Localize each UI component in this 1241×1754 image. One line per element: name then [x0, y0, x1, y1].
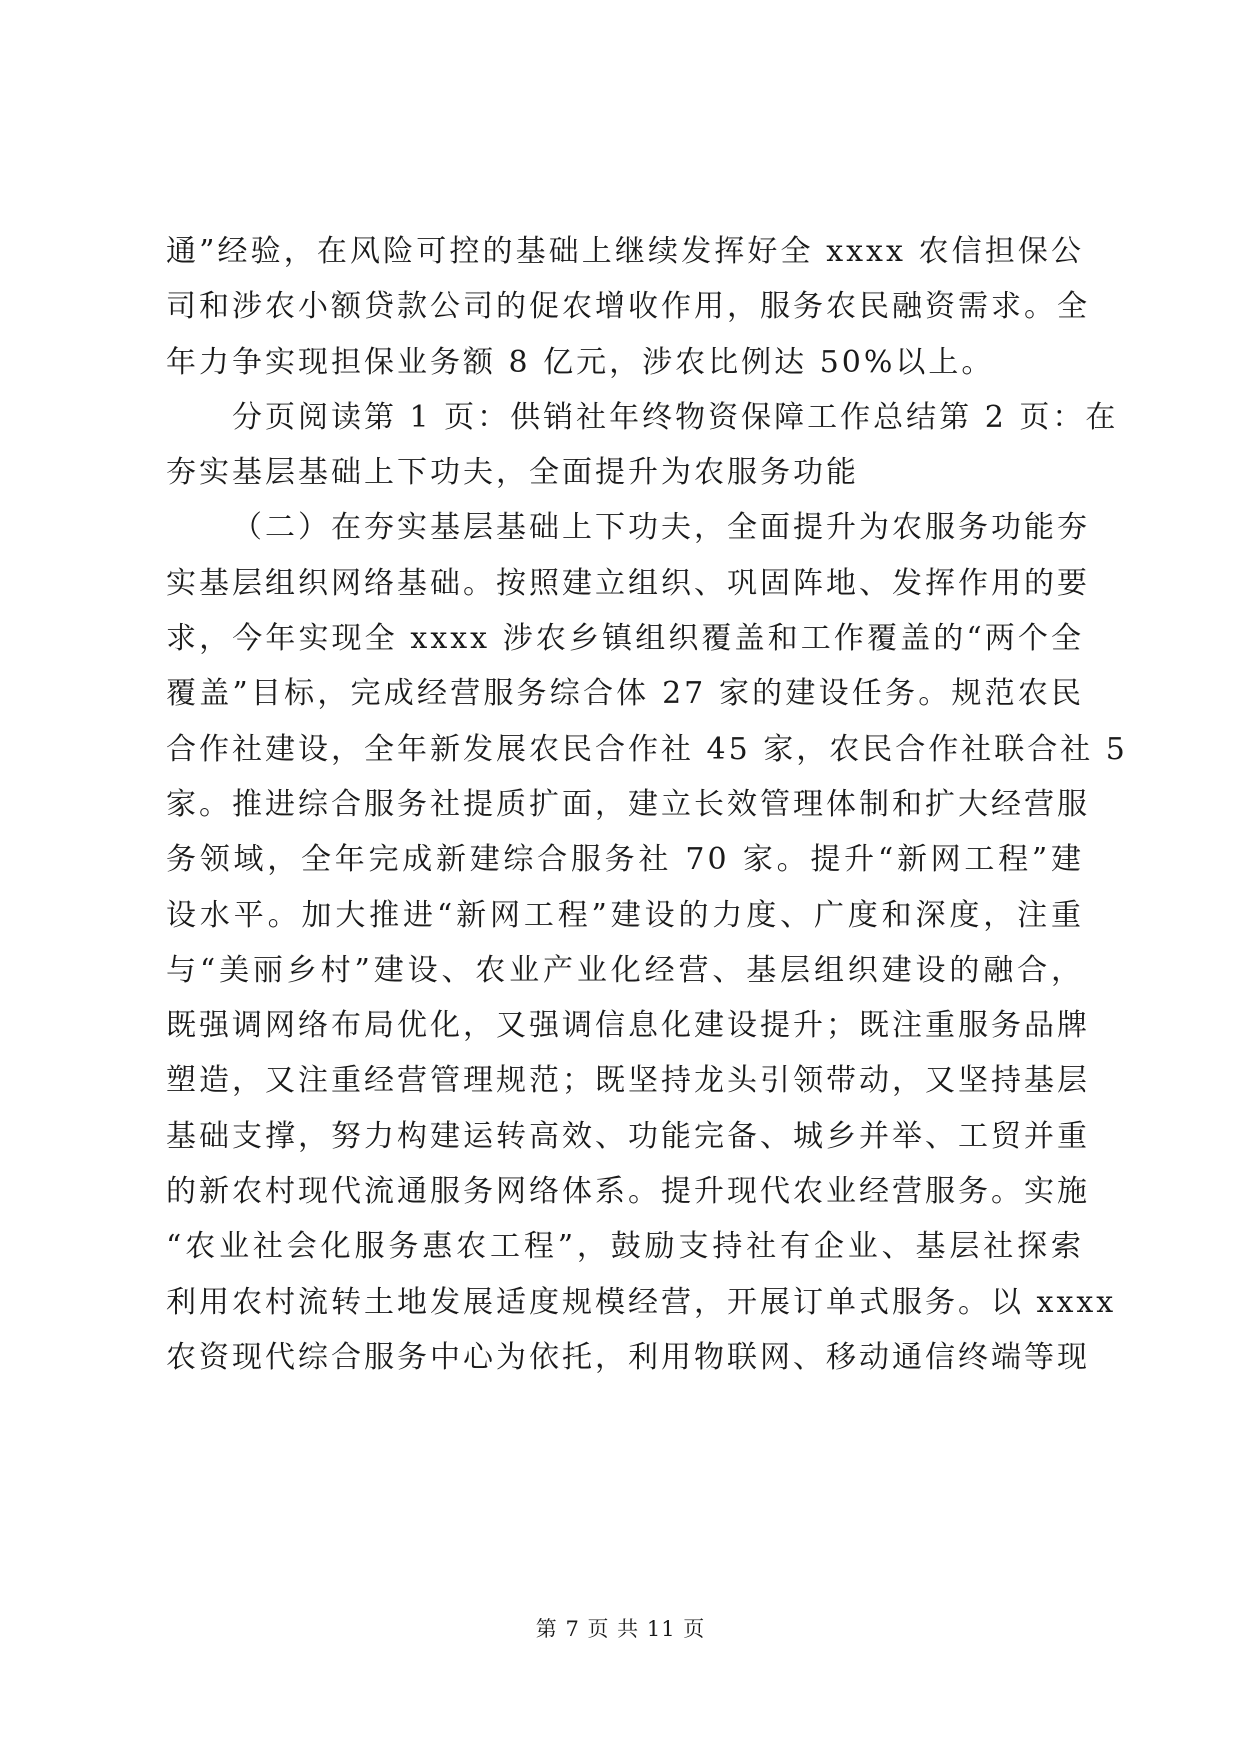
text-line: 覆盖”目标，完成经营服务综合体 27 家的建设任务。规范农民	[166, 676, 1084, 712]
text-line: 设水平。加大推进“新网工程”建设的力度、广度和深度，注重	[166, 897, 1084, 933]
page-number-label: 第 7 页 共 11 页	[535, 1617, 706, 1641]
text-line: 求，今年实现全 xxxx 涉农乡镇组织覆盖和工作覆盖的“两个全	[166, 621, 1084, 657]
text-line: “农业社会化服务惠农工程”，鼓励支持社有企业、基层社探索	[166, 1229, 1084, 1265]
text-line: 基础支撑，努力构建运转高效、功能完备、城乡并举、工贸并重	[166, 1118, 1090, 1154]
text-line: 年力争实现担保业务额 8 亿元，涉农比例达 50%以上。	[166, 344, 995, 380]
text-line: 既强调网络布局优化，又强调信息化建设提升；既注重服务品牌	[166, 1008, 1090, 1044]
text-line: 与“美丽乡村”建设、农业产业化经营、基层组织建设的融合，	[166, 952, 1084, 988]
text-line: 合作社建设，全年新发展农民合作社 45 家，农民合作社联合社 5	[166, 731, 1128, 767]
text-line: 利用农村流转土地发展适度规模经营，开展订单式服务。以 xxxx	[166, 1284, 1117, 1320]
text-line: 农资现代综合服务中心为依托，利用物联网、移动通信终端等现	[166, 1339, 1090, 1375]
text-line: 分页阅读第 1 页：供销社年终物资保障工作总结第 2 页：在	[232, 399, 1119, 435]
page-footer	[0, 1613, 1241, 1643]
text-line: 塑造，又注重经营管理规范；既坚持龙头引领带动，又坚持基层	[166, 1063, 1090, 1099]
text-line: 的新农村现代流通服务网络体系。提升现代农业经营服务。实施	[166, 1174, 1090, 1210]
text-line: 务领域，全年完成新建综合服务社 70 家。提升“新网工程”建	[166, 842, 1084, 878]
text-line: 司和涉农小额贷款公司的促农增收作用，服务农民融资需求。全	[166, 289, 1090, 325]
text-line: 实基层组织网络基础。按照建立组织、巩固阵地、发挥作用的要	[166, 565, 1090, 601]
text-line: 夯实基层基础上下功夫，全面提升为农服务功能	[166, 455, 859, 491]
text-line: （二）在夯实基层基础上下功夫，全面提升为农服务功能夯	[232, 510, 1090, 546]
text-line: 通”经验，在风险可控的基础上继续发挥好全 xxxx 农信担保公	[166, 234, 1084, 269]
document-body	[166, 224, 1128, 1385]
text-line: 家。推进综合服务社提质扩面，建立长效管理体制和扩大经营服	[166, 786, 1090, 822]
